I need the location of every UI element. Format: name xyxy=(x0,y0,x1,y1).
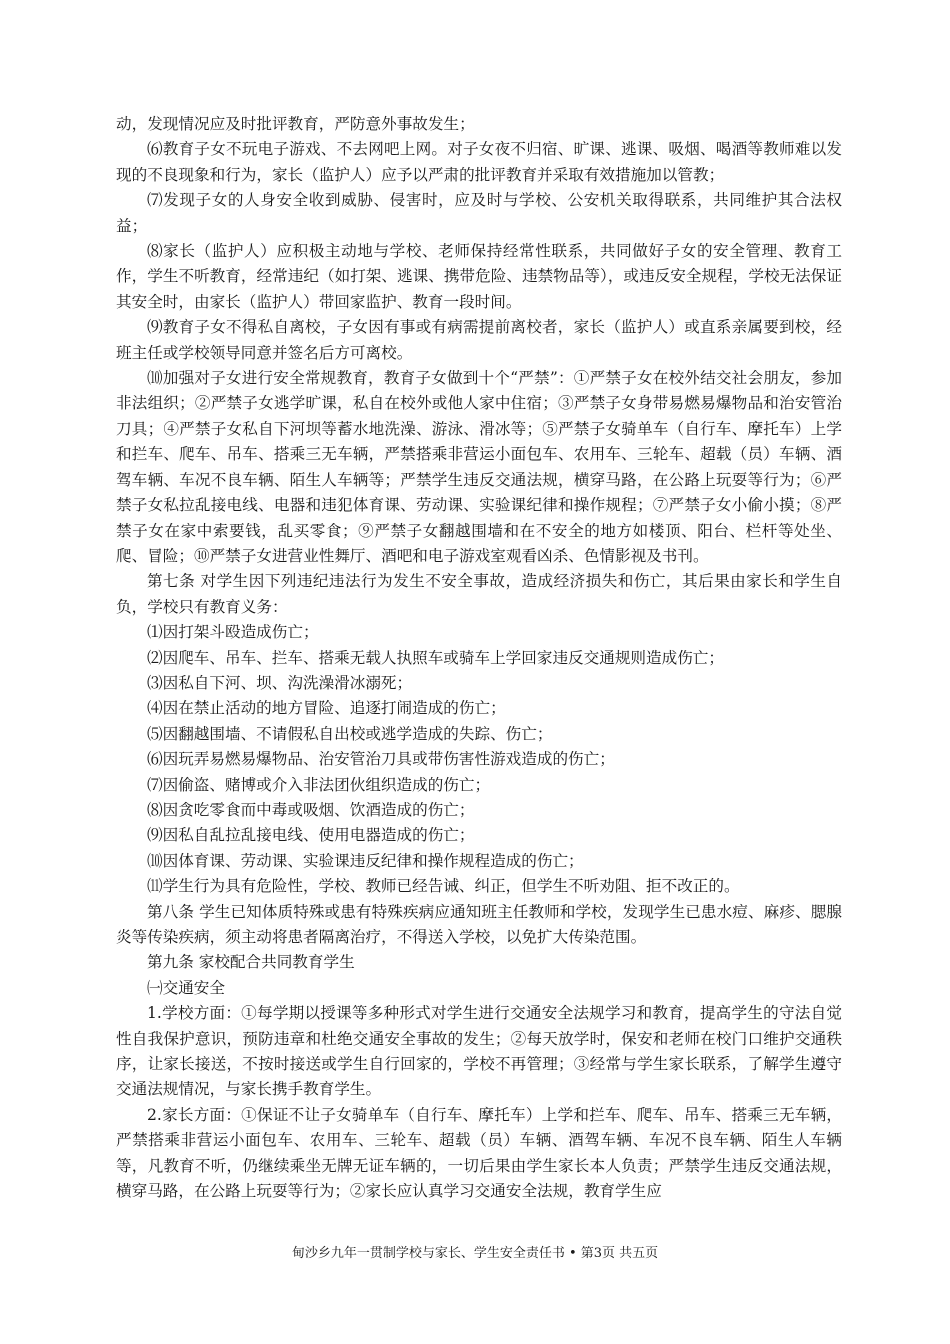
paragraph: ⑶因私自下河、坝、沟洗澡滑冰溺死； xyxy=(147,673,413,692)
paragraph: 2.家长方面：①保证不让子女骑单车（自行车、摩托车）上学和拦车、爬车、吊车、搭乘三无车辆，严禁搭乘非营运小面包车、农用车、三轮车、超载（员）车辆、酒驾车辆、车况不良车辆、陌生人车辆等，凡教育不听，仍继续乘坐无牌无证车辆的，一切后果由学生家长本人负责；严禁学生违反交通法规，横穿马路，在公路上玩耍等行为；②家长应认真学习交通安全法规，教育学生应 xyxy=(116,1105,842,1201)
paragraph: 第七条 对学生因下列违纪违法行为发生不安全事故，造成经济损失和伤亡，其后果由家长和学生自负，学校只有教育义务： xyxy=(116,572,842,616)
paragraph: ⑺发现子女的人身安全收到威胁、侵害时，应及时与学校、公安机关取得联系，共同维护其合法权益； xyxy=(116,191,842,235)
paragraph: 动，发现情况应及时批评教育，严防意外事故发生； xyxy=(116,115,475,133)
paragraph: ⑸因翻越围墙、不请假私自出校或逃学造成的失踪、伤亡； xyxy=(147,724,553,743)
paragraph: ⑾学生行为具有危险性，学校、教师已经告诫、纠正，但学生不听劝阻、拒不改正的。 xyxy=(147,877,740,896)
paragraph: ⑼因私自乱拉乱接电线、使用电器造成的伤亡； xyxy=(147,826,475,845)
paragraph: ⑻因贪吃零食而中毒或吸烟、饮酒造成的伤亡； xyxy=(147,800,475,819)
paragraph: ⑴因打架斗殴造成伤亡； xyxy=(147,623,319,642)
paragraph: ⑽加强对子女进行安全常规教育，教育子女做到十个“严禁”：①严禁子女在校外结交社会朋友，参加非法组织；②严禁子女逃学旷课，私自在校外或他人家中住宿；③严禁子女身带易燃易爆物品和治安管治刀具；④严禁子女私自下河坝等蓄水地洗澡、游泳、滑冰等；⑤严禁子女骑单车（自行车、摩托车）上学和拦车、爬车、吊车、搭乘三无车辆，严禁搭乘非营运小面包车、农用车、三轮车、超载（员）车辆、酒驾车辆、车况不良车辆、陌生人车辆等；严禁学生违反交通法规，横穿马路，在公路上玩耍等行为；⑥严禁子女私拉乱接电线、电器和违犯体育课、劳动课、实验课纪律和操作规程；⑦严禁子女小偷小摸；⑧严禁子女在家中索要钱，乱买零食；⑨严禁子女翻越围墙和在不安全的地方如楼顶、阳台、栏杆等处坐、爬、冒险；⑩严禁子女进营业性舞厅、酒吧和电子游戏室观看凶杀、色情影视及书刊。 xyxy=(116,369,842,565)
paragraph: ⑽因体育课、劳动课、实验课违反纪律和操作规程造成的伤亡； xyxy=(147,851,584,870)
paragraph: ⑺因偷盗、赌博或介入非法团伙组织造成的伤亡； xyxy=(147,775,491,794)
page-footer: 甸沙乡九年一贯制学校与家长、学生安全责任书 • 第3页 共五页 xyxy=(291,1246,659,1261)
paragraph: 第八条 学生已知体质特殊或患有特殊疾病应通知班主任教师和学校，发现学生已患水痘、麻疹、腮腺炎等传染疾病，须主动将患者隔离治疗，不得送入学校，以免扩大传染范围。 xyxy=(116,902,842,946)
document-body xyxy=(116,112,842,1204)
paragraph: ㈠交通安全 xyxy=(147,978,225,997)
paragraph: ⑼教育子女不得私自离校，子女因有事或有病需提前离校者，家长（监护人）或直系亲属要到校，经班主任或学校领导同意并签名后方可离校。 xyxy=(116,318,842,362)
paragraph: 第九条 家校配合共同教育学生 xyxy=(147,953,355,972)
paragraph: ⑹教育子女不玩电子游戏、不去网吧上网。对子女夜不归宿、旷课、逃课、吸烟、喝酒等教师难以发现的不良现象和行为，家长（监护人）应予以严肃的批评教育并采取有效措施加以管教； xyxy=(116,140,842,184)
paragraph: ⑹因玩弄易燃易爆物品、治安管治刀具或带伤害性游戏造成的伤亡； xyxy=(147,750,615,769)
paragraph: ⑵因爬车、吊车、拦车、搭乘无载人执照车或骑车上学回家违反交通规则造成伤亡； xyxy=(147,648,724,667)
paragraph: 1.学校方面：①每学期以授课等多种形式对学生进行交通安全法规学习和教育，提高学生的守法自觉性自我保护意识，预防违章和杜绝交通安全事故的发生；②每天放学时，保安和老师在校门口维护交通秩序，让家长接送，不按时接送或学生自行回家的，学校不再管理；③经常与学生家长联系，了解学生遵守交通法规情况，与家长携手教育学生。 xyxy=(116,1004,842,1099)
paragraph: ⑷因在禁止活动的地方冒险、追逐打闹造成的伤亡； xyxy=(147,699,506,718)
paragraph: ⑻家长（监护人）应积极主动地与学校、老师保持经常性联系，共同做好子女的安全管理、教育工作，学生不听教育，经常违纪（如打架、逃课、携带危险、违禁物品等），或违反安全规程，学校无法保证其安全时，由家长（监护人）带回家监护、教育一段时间。 xyxy=(116,242,842,311)
